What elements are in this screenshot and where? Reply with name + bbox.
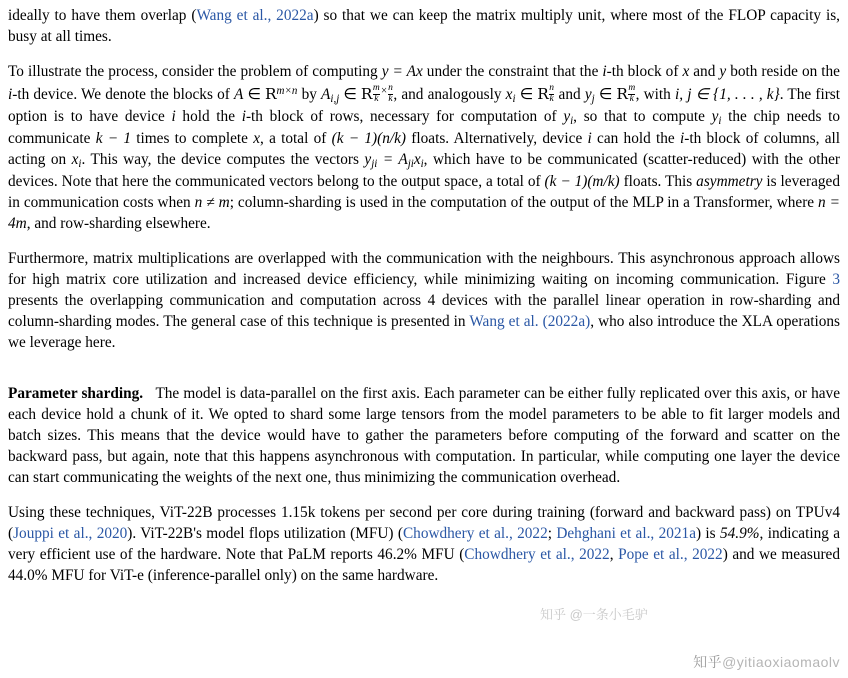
p2-var-i1: i	[602, 62, 607, 80]
p5-mfu-vite: 44.0%	[8, 566, 48, 584]
p2-seg-h: by	[297, 85, 322, 103]
p2-seg-n: . The first option is to have device	[8, 85, 841, 126]
p2-set-R3: R	[537, 84, 549, 103]
p2-sub-ij: i,j	[330, 92, 340, 105]
p2-expr-n-neq-m: n ≠ m	[194, 194, 230, 212]
p5-seg-h: ,	[609, 545, 619, 563]
p2-expr-floats-1: (k − 1)(n/k)	[331, 130, 407, 148]
p5-tokens-per-second: 1.15k	[280, 503, 316, 521]
p2-set-R4: R	[616, 84, 628, 103]
p2-expr-floats-2: (k − 1)(m/k)	[544, 173, 620, 191]
p2-seg-w: -th block of columns, all acting on	[8, 130, 840, 169]
p5-mfu-palm: 46.2%	[377, 545, 417, 563]
p2-seg-c: -th block of	[606, 62, 683, 80]
paragraph-1-text-a: ideally to have them overlap (	[8, 7, 197, 24]
p2-seg-g: ∈	[243, 85, 265, 103]
p2-set-R1: R	[265, 84, 277, 103]
p5-seg-f: , indicating a very efficient use of the hardware. Note that PaLM reports	[8, 524, 841, 563]
p2-seg-t: , a total of	[260, 130, 332, 148]
p2-var-i5: i	[587, 130, 592, 148]
p2-seg-d: and	[689, 62, 720, 80]
citation-link-dehghani-2021a[interactable]: Dehghani et al., 2021a	[556, 524, 696, 542]
paragraph-3	[8, 249, 840, 354]
p2-seg-i: , and analogously	[393, 85, 506, 103]
p5-seg-c: ). ViT-22B's model flops utilization (MFU) (	[127, 524, 403, 542]
p2-seg-q: , so that to compute	[573, 108, 712, 126]
p2-times: ×	[380, 84, 388, 97]
p5-mfu-vit22b: 54.9%	[720, 524, 760, 542]
p5-seg-g: MFU (	[416, 545, 465, 563]
p5-seg-b: tokens per second per core during training (forward and backward pass) on TPUv4 (	[8, 503, 840, 542]
p2-seg-aa: is leveraged in communication costs when	[8, 173, 840, 212]
p5-seg-a: Using these techniques, ViT-22B processes	[8, 503, 281, 521]
citation-link-jouppi-2020[interactable]: Jouppi et al., 2020	[13, 524, 128, 542]
p2-seg-k: and	[554, 85, 585, 103]
p2-expr-k-minus-1: k − 1	[95, 130, 131, 148]
paragraph-4-parameter-sharding	[8, 384, 840, 489]
p3-seg-b: presents the overlapping communication and computation across	[8, 292, 428, 310]
p2-seg-ac: , and row-sharding elsewhere.	[26, 215, 211, 233]
p2-set-R2: R	[360, 84, 373, 103]
p2-seg-j: ∈	[515, 85, 538, 103]
p5-seg-i: ) and we measured	[722, 545, 840, 563]
paragraph-1	[8, 6, 840, 48]
citation-link-wang-2022a-2[interactable]: Wang et al. (2022a)	[469, 313, 591, 331]
p2-seg-u: floats. Alternatively, device	[406, 130, 588, 148]
citation-link-chowdhery-2022-2[interactable]: Chowdhery et al., 2022	[464, 545, 610, 563]
citation-link-pope-2022[interactable]: Pope et al., 2022	[618, 545, 723, 563]
p2-seg-ab: ; column-sharding is used in the computation of the output of the MLP in a Transformer, where	[229, 194, 819, 212]
paragraph-1-text-b: ) so that we can keep the matrix multiply unit, where most of the FLOP capacity is, busy at all times.	[8, 7, 840, 45]
p2-var-x2: x	[253, 130, 260, 148]
p2-sub-j: j	[591, 92, 595, 105]
p2-set-indices: i, j ∈ {1, . . . , k}	[674, 85, 780, 103]
p2-frac-m-k: $\frac{m}{k}$	[372, 83, 380, 104]
p2-var-x: x	[682, 62, 690, 80]
p2-frac-n-k: $\frac{n}{k}$	[388, 83, 393, 104]
p2-seg-f: -th device. We denote the blocks of	[12, 85, 234, 103]
p2-seg-p: -th block of rows, necessary for computation of	[245, 108, 564, 126]
p2-var-yi: y	[563, 108, 571, 126]
equation-y-equals-ax: y = Ax	[381, 62, 423, 80]
p3-seg-a: Furthermore, matrix multiplications are overlapped with the communication with the neighbours. This asynchronous approach allows for high matrix core utilization and increased device efficiency, while minimizing waiting on incoming communication. Figure	[8, 250, 840, 289]
p2-var-yj: y	[584, 85, 592, 103]
p2-var-xi: x	[505, 85, 513, 103]
p2-var-i6: i	[679, 130, 685, 148]
p2-seg-z: floats. This	[619, 173, 697, 191]
text-column	[8, 6, 840, 601]
p2-eq3-b: = A	[377, 151, 408, 169]
p2-expr-n-equals-4m: n = 4m	[8, 194, 840, 233]
p2-seg-b: under the constraint that the	[422, 62, 603, 80]
watermark-handle: @yitiaoxiaomaolv	[722, 654, 840, 670]
p2-var-i2: i	[8, 85, 13, 103]
p5-seg-j: MFU for ViT-e (inference-parallel only) on the same hardware.	[47, 566, 439, 584]
p3-num-devices: 4	[427, 292, 436, 310]
p4-body: The model is data-parallel on the first axis. Each parameter can be either fully replicated over this axis, or have each device hold a chunk of it. We opted to shard some large tensors from the model parameters to be able to fit larger models and batch sizes. This means that the device would have to gather the parameters before computing of the forward and scatter on the backward pass, but again, note that this happens asynchronous with computation. In particular, while computing one layer the device can start communicating the weights of the next one, thus minimizing the communication overhead.	[8, 384, 840, 486]
p5-seg-e: ) is	[695, 524, 720, 542]
paragraph-2: To illustrate the process, consider the problem of computing y = Ax under the constraint that the i-th block of x and y both reside on the i-th device. We denote the blocks of A ∈ $R^{m\times n}$ by $A_{i,j}$ ∈ R $\frac{m}{k}$ × $\frac{n}{k}$ , and analogously $x_i$ ∈ R $\frac{n}{k}$ and $y_j$ ∈ R $\frac{m}{k}$ , with i, j ∈ {1, . . . , k}. The first option is to have device i hold the i-th block of rows, necessary for computation of $y_i$, so that to compute $y_i$ the chip needs to communicate k − 1 times to complete x, a total of (k − 1)(n/k) floats. Alternatively, device i can hold the i-th block of columns, all acting on $x_i$. This way, the device computes the vectors $y_{ji} = A_{ji}x_i$, which have to be communicated (scatter-reduced) with the other devices. Note that here the communicated vectors belong to the output space, a total of (k − 1)(m/k) floats. This asymmetry is leveraged in communication costs when n ≠ m; column-sharding is used in the computation of the output of the MLP in a Transformer, where n = 4m, and row-sharding elsewhere.	[8, 62, 841, 233]
p2-seg-m: , with	[635, 85, 675, 103]
p2-sup-mn: m×n	[276, 84, 298, 97]
section-spacer	[8, 368, 840, 384]
run-in-heading-parameter-sharding: Parameter sharding.	[8, 384, 144, 402]
p3-seg-d: , who also introduce the XLA operations we leverage here.	[8, 313, 840, 351]
p5-seg-d: ;	[547, 524, 557, 542]
watermark-logo: 知乎	[693, 654, 723, 670]
p2-seg-e: both reside on the	[726, 62, 840, 80]
citation-link-chowdhery-2022[interactable]: Chowdhery et al., 2022	[402, 524, 548, 542]
p2-seg-r: the chip needs to communicate	[8, 108, 840, 148]
p2-eq3-y: y	[364, 151, 372, 169]
p2-var-i3: i	[171, 108, 176, 126]
watermark-overlay-text: 知乎 @一条小毛驴	[540, 607, 648, 622]
p2-var-y: y	[719, 62, 727, 80]
p2-seg-a: To illustrate the process, consider the problem of computing	[8, 62, 382, 80]
p2-eq3-c: x	[413, 151, 421, 169]
p2-var-Aij: A	[321, 85, 331, 103]
p2-seg-s: times to complete	[131, 130, 254, 148]
p3-seg-c: devices with the parallel linear operation in row-sharding and column-sharding modes. The general case of this technique is presented in	[8, 292, 840, 331]
p2-var-A: A	[233, 85, 244, 103]
p2-seg-l: ∈	[594, 85, 617, 103]
paragraph-5	[8, 503, 840, 587]
p2-seg-in2: ∈	[339, 85, 361, 103]
p2-seg-y2: , which have to be communicated (scatter-reduced) with the other devices. Note that here the communicated vectors belong to the output space, a total of	[8, 151, 841, 191]
p2-var-i4: i	[241, 108, 246, 126]
p2-seg-o: hold the	[175, 108, 242, 126]
watermark	[693, 652, 840, 672]
p2-emph-asymmetry: asymmetry	[696, 173, 763, 191]
p2-seg-x2b: . This way, the device computes the vectors	[81, 151, 365, 169]
citation-link-wang-2022a[interactable]: Wang et al., 2022a	[196, 7, 314, 24]
p2-seg-v: can hold the	[591, 130, 680, 148]
figure-reference-3[interactable]: 3	[832, 271, 840, 289]
p2-var-yi2: y	[711, 108, 719, 126]
p2-sub-i: i	[512, 92, 516, 105]
p2-frac-n-k-2: $\frac{n}{k}$	[549, 83, 554, 104]
p2-var-xi2: x	[71, 151, 79, 169]
p2-frac-m-k-2: $\frac{m}{k}$	[628, 83, 636, 104]
